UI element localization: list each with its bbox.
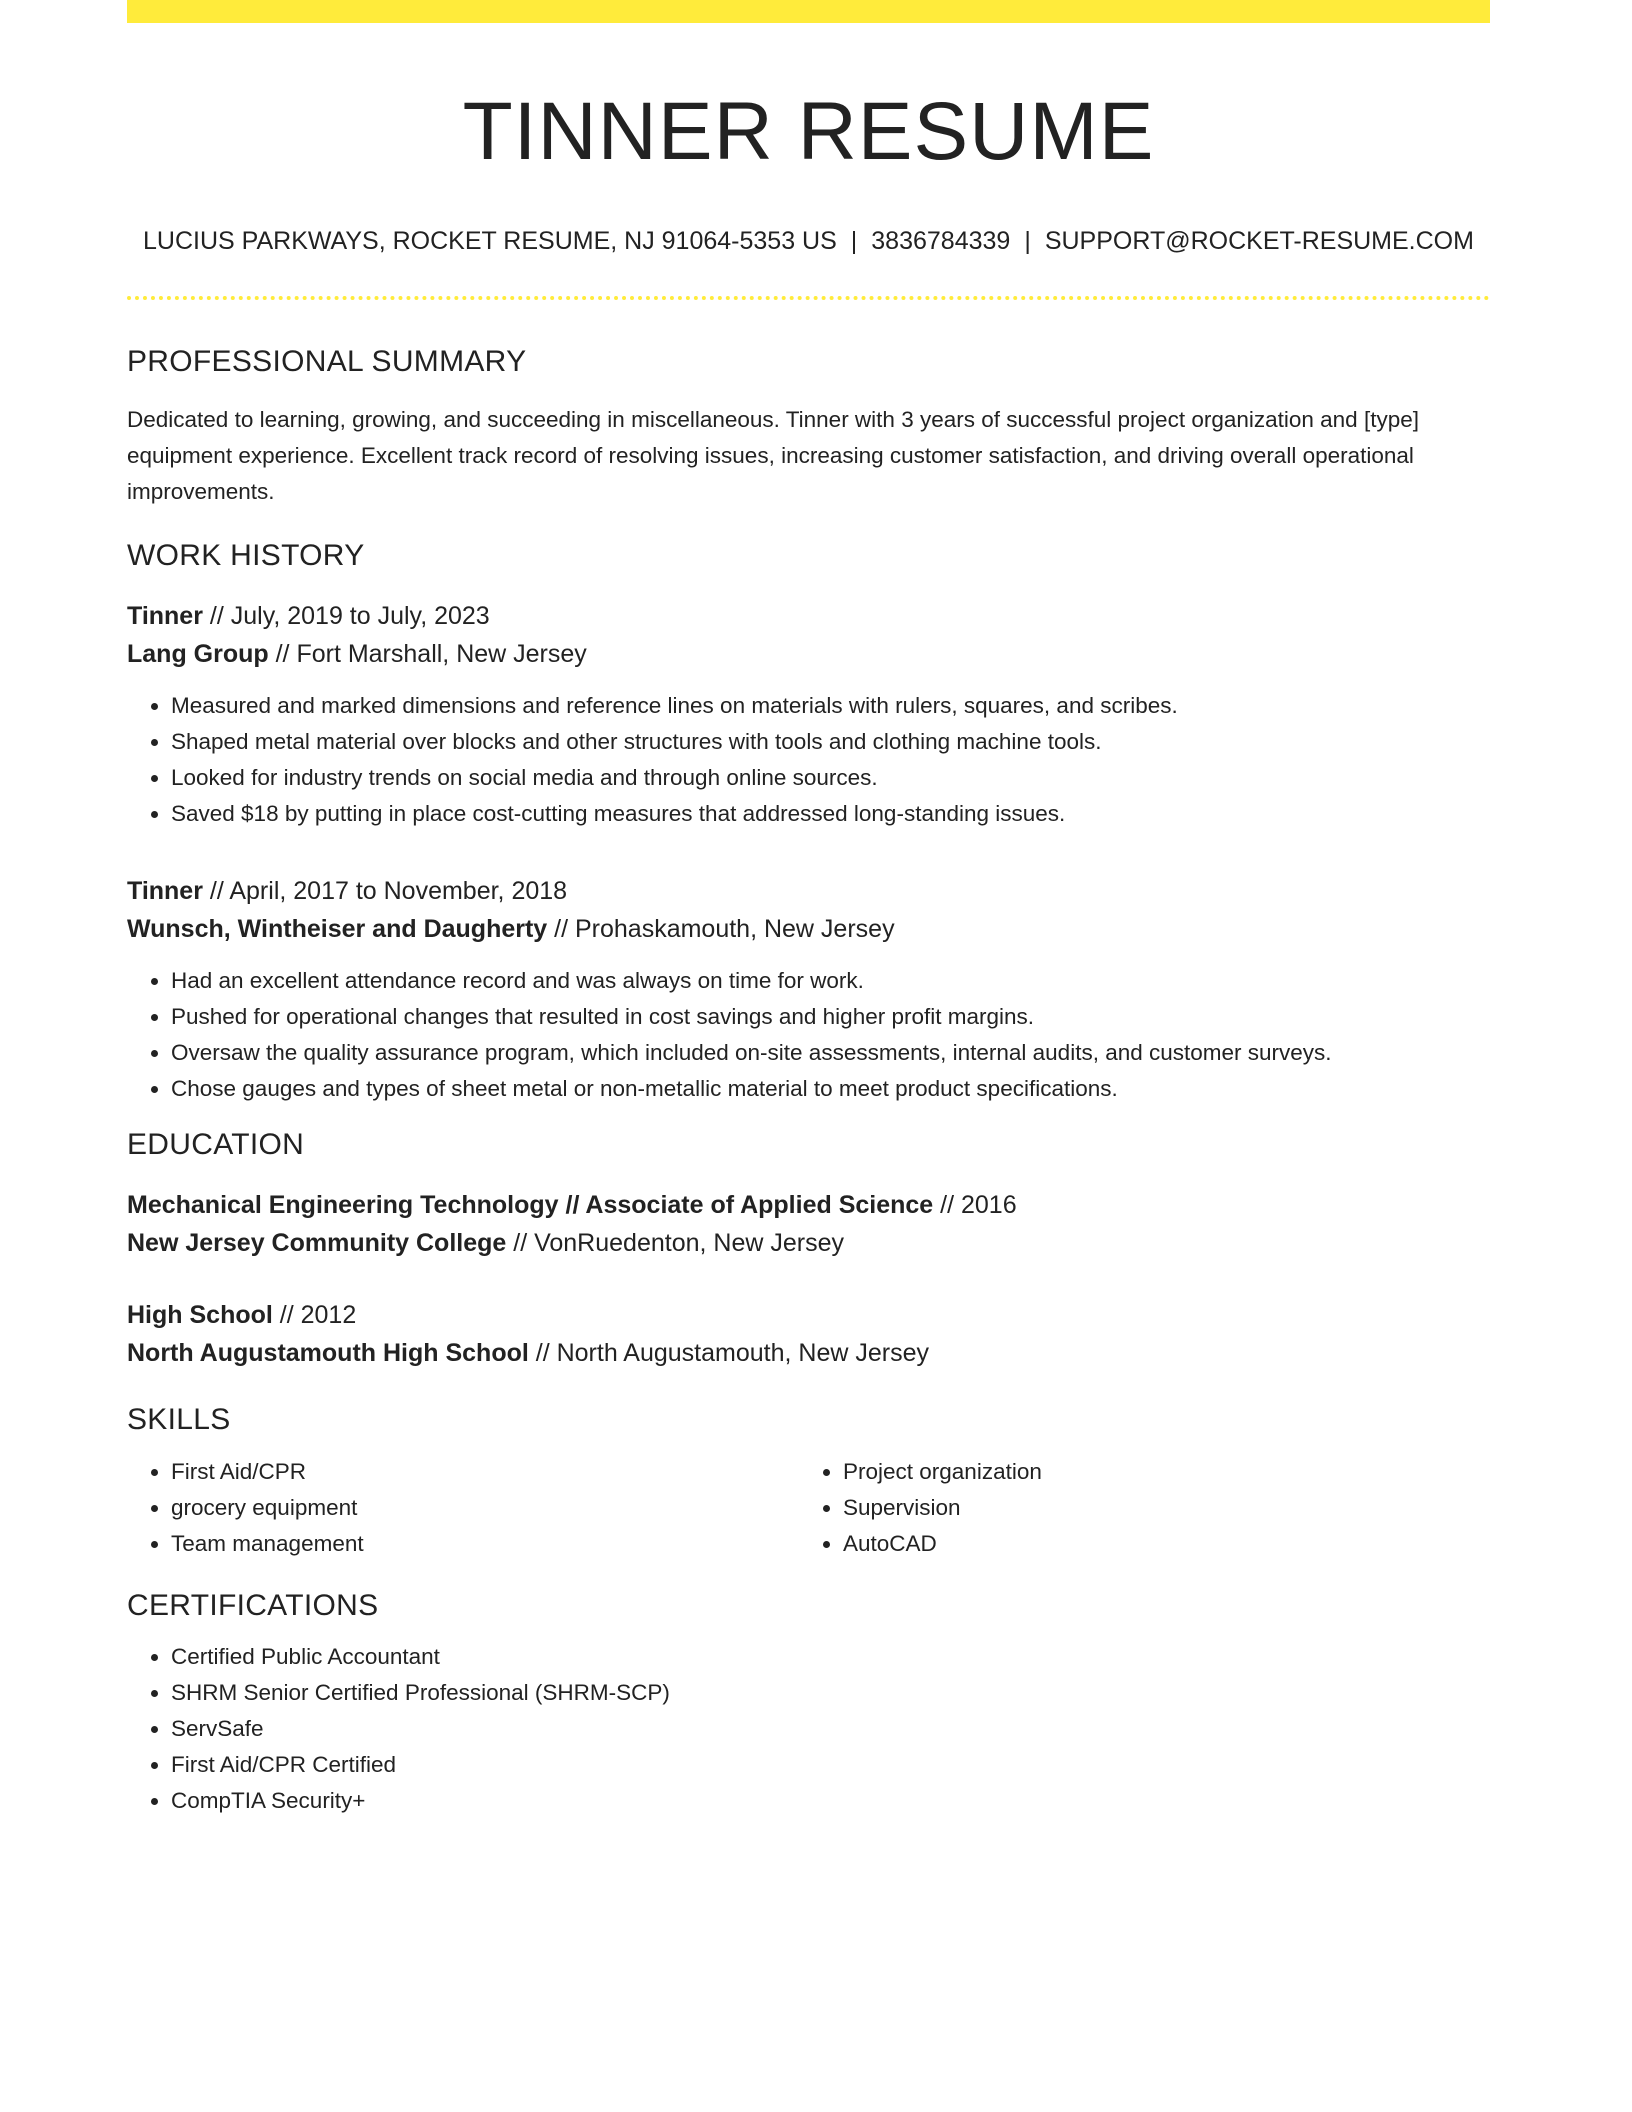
skills-heading: SKILLS [127,1403,231,1437]
contact-line [127,226,1490,256]
job-bullets [127,963,1490,1107]
education-entry [127,1296,1490,1372]
contact-phone: 3836784339 [871,227,1011,256]
education-location: // North Augustamouth, New Jersey [528,1339,929,1368]
job-dates: // July, 2019 to July, 2023 [202,602,490,631]
education-school-line [127,1334,1490,1372]
accent-top-bar [127,0,1490,23]
certification-item: • ServSafe [171,1711,1490,1747]
skills-grid [127,1454,1490,1562]
dotted-divider [127,296,1490,300]
list-item: • Had an excellent attendance record and was always on time for work. [171,963,1490,999]
skill-item: • AutoCAD [843,1526,1471,1562]
job-location: // Prohaskamouth, New Jersey [547,915,895,944]
summary-heading: PROFESSIONAL SUMMARY [127,345,527,379]
resume-title: TINNER RESUME [462,86,1155,177]
list-item: • Looked for industry trends on social media and through online sources. [171,760,1490,796]
job-entry [127,597,1490,832]
list-item: • Measured and marked dimensions and reference lines on materials with rulers, squares, and scribes. [171,688,1490,724]
job-company-line [127,635,1490,673]
certification-item: • SHRM Senior Certified Professional (SHRM-SCP) [171,1675,1490,1711]
education-entry [127,1186,1490,1262]
contact-email: SUPPORT@ROCKET-RESUME.COM [1044,227,1474,256]
work-history-heading: WORK HISTORY [127,539,365,573]
job-location: // Fort Marshall, New Jersey [268,640,587,669]
education-degree-line [127,1186,1490,1224]
skills-left-column [127,1454,799,1562]
skill-item: • Project organization [843,1454,1471,1490]
skill-item: • First Aid/CPR [171,1454,799,1490]
education-location: // VonRuedenton, New Jersey [506,1229,844,1258]
certifications-list [127,1639,1490,1819]
job-company-line [127,910,1490,948]
education-degree-line [127,1296,1490,1334]
job-bullets [127,688,1490,832]
education-year: // 2016 [933,1191,1017,1220]
job-dates: // April, 2017 to November, 2018 [202,877,568,906]
list-item: • Chose gauges and types of sheet metal or non-metallic material to meet product specifications. [171,1071,1490,1107]
certification-item: • CompTIA Security+ [171,1783,1490,1819]
job-role: Tinner [127,877,203,906]
job-company: Wunsch, Wintheiser and Daugherty [127,915,548,944]
list-item: • Pushed for operational changes that resulted in cost savings and higher profit margins. [171,999,1490,1035]
certification-item: • First Aid/CPR Certified [171,1747,1490,1783]
list-item: • Saved $18 by putting in place cost-cutting measures that addressed long-standing issues. [171,796,1490,832]
job-title-line [127,872,1490,910]
skill-item: • Team management [171,1526,799,1562]
job-role: Tinner [127,602,203,631]
list-item: • Shaped metal material over blocks and other structures with tools and clothing machine tools. [171,724,1490,760]
education-degree: High School [127,1301,273,1330]
certification-item: • Certified Public Accountant [171,1639,1490,1675]
contact-separator: | [1024,227,1031,256]
skills-right-column [799,1454,1471,1562]
education-degree: Mechanical Engineering Technology // Associate of Applied Science [127,1191,934,1220]
list-item: • Oversaw the quality assurance program, which included on-site assessments, internal audits, and customer surveys. [171,1035,1490,1071]
job-company: Lang Group [127,640,269,669]
education-heading: EDUCATION [127,1128,305,1162]
certifications-heading: CERTIFICATIONS [127,1589,379,1623]
skill-item: • grocery equipment [171,1490,799,1526]
job-entry [127,872,1490,1107]
summary-text: Dedicated to learning, growing, and succeeding in miscellaneous. Tinner with 3 years of successful project organization and [type] equipment experience. Excellent track record of resolving issues, increasing customer satisfaction, and driving overall operational improvements. [127,407,1419,505]
education-school-line [127,1224,1490,1262]
contact-separator: | [850,227,858,256]
skill-item: • Supervision [843,1490,1471,1526]
job-title-line [127,597,1490,635]
resume-page [127,0,1490,1819]
education-school: North Augustamouth High School [127,1339,529,1368]
education-year: // 2012 [272,1301,357,1330]
education-school: New Jersey Community College [127,1229,507,1258]
contact-address: LUCIUS PARKWAYS, ROCKET RESUME, NJ 91064-5353 US [143,227,837,256]
